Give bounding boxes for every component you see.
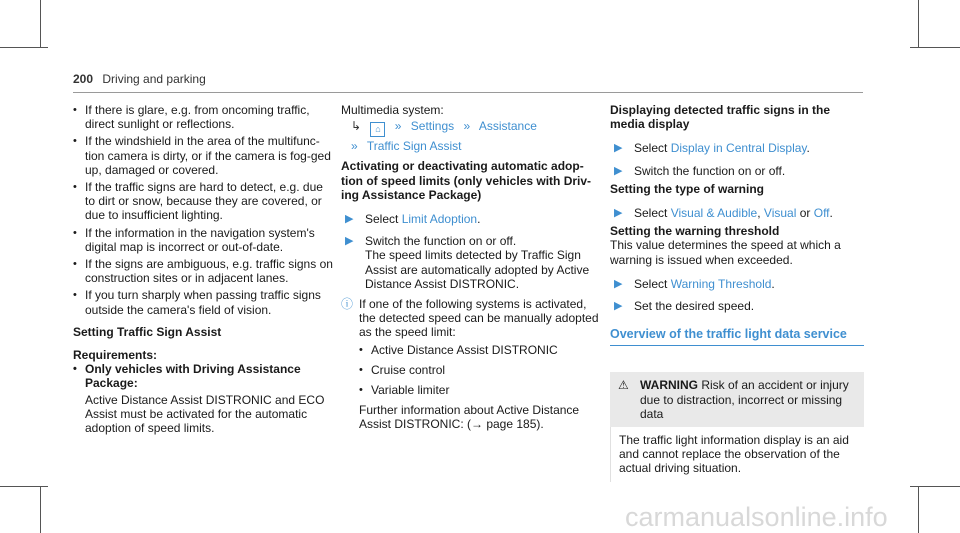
section-title: Driving and parking — [102, 72, 206, 86]
bullet-icon: • — [73, 135, 77, 148]
display-central-link: Display in Central Display — [670, 141, 807, 156]
info-note: ⓘ If one of the following systems is activated, the detected speed can be manually adopted as the speed limit: — [341, 297, 599, 340]
bullet-icon: • — [359, 384, 363, 397]
section-heading: Activating or deactivating automatic adop-tion of speed limits (only vehicles with Driv-ing Assistance Package) — [341, 159, 592, 202]
column-left — [73, 103, 335, 435]
list-item: • If the signs are ambiguous, e.g. traffic signs on construction sites or in adjacent lanes. — [73, 257, 333, 286]
list-item: • Active Distance Assist DISTRONIC — [359, 342, 558, 357]
limit-adoption-link: Limit Adoption — [401, 212, 478, 227]
step-arrow-icon: ▶ — [614, 207, 623, 220]
return-arrow-icon: ↳ — [351, 119, 362, 134]
bullet-icon: • — [73, 181, 77, 194]
watermark: carmanualsonline.info — [625, 502, 888, 532]
step: ▶ Set the desired speed. — [610, 299, 864, 313]
path-assistance: Assistance — [478, 119, 537, 134]
menu-path — [351, 119, 601, 137]
step-arrow-icon: ▶ — [345, 213, 354, 226]
bullet-icon: • — [73, 289, 77, 302]
step-arrow-icon: ▶ — [614, 300, 623, 313]
step-arrow-icon: ▶ — [614, 277, 623, 290]
step-arrow-icon: ▶ — [614, 164, 623, 177]
page-number: 200 — [73, 72, 94, 86]
section-heading: Setting Traffic Sign Assist — [73, 324, 222, 339]
list-item: • If you turn sharply when passing traffic signs outside the camera's field of vision. — [73, 288, 321, 317]
off-link: Off — [813, 206, 830, 221]
step: ▶ Switch the function on or off. The speed limits detected by Traffic Sign Assist are automatically adopted by Active Distance Assist DISTRONIC. — [341, 234, 601, 291]
threshold-text: This value determines the speed at which a warning is issued when exceeded. — [610, 238, 841, 267]
warning-triangle-icon: ⚠ — [618, 378, 629, 393]
bullet-icon: • — [359, 343, 363, 356]
info-icon: ⓘ — [341, 297, 354, 312]
visual-audible-link: Visual & Audible — [670, 206, 758, 221]
header-divider — [73, 92, 863, 93]
chevron-icon: » — [351, 139, 358, 154]
section-heading: Displaying detected traffic signs in the media display — [610, 103, 831, 132]
list-item: • If the information in the navigation system's digital map is incorrect or out-of-date. — [73, 225, 315, 254]
section-heading: Setting the warning threshold — [610, 224, 780, 239]
warning-box — [610, 372, 864, 481]
chevron-icon: » — [394, 119, 402, 134]
page-header — [73, 72, 206, 86]
warning-threshold-link: Warning Threshold — [670, 276, 772, 291]
warning-body: The traffic light information display is an aid and cannot replace the observation of the actual driving situation. — [610, 427, 864, 482]
path-traffic-sign-assist: Traffic Sign Assist — [366, 139, 462, 154]
path-settings: Settings — [410, 119, 455, 134]
bullet-icon: • — [73, 363, 77, 376]
overview-heading: Overview of the traffic light data service — [610, 327, 864, 346]
step-arrow-icon: ▶ — [345, 235, 354, 248]
step: ▶ Select Visual & Audible, Visual or Off. — [610, 206, 864, 220]
requirements-label: Requirements: — [73, 348, 158, 363]
section-heading: Setting the type of warning — [610, 181, 765, 196]
menu-path-2 — [351, 139, 601, 153]
column-middle — [341, 103, 601, 432]
home-icon: ⌂ — [370, 122, 385, 137]
chevron-icon: » — [463, 119, 471, 134]
multimedia-label: Multimedia system: — [341, 103, 444, 117]
step: ▶ Select Limit Adoption. — [341, 212, 601, 226]
step: ▶ Select Warning Threshold. — [610, 277, 864, 291]
bullet-icon: • — [359, 363, 363, 376]
warning-header: ⚠ WARNING Risk of an accident or injury due to distraction, incorrect or missing data — [610, 372, 864, 427]
list-item: • Cruise control — [359, 362, 446, 377]
step-arrow-icon: ▶ — [614, 142, 623, 155]
bullet-icon: • — [73, 104, 77, 116]
column-right — [610, 103, 864, 482]
visual-link: Visual — [763, 206, 797, 221]
list-item: • If the windshield in the area of the multifunc-tion camera is dirty, or if the camera is fog-ged up, damaged or covered. — [73, 134, 331, 177]
list-item: • Only vehicles with Driving Assistance Package: — [73, 362, 301, 391]
bullet-icon: • — [73, 258, 77, 271]
step: ▶ Switch the function on or off. — [610, 164, 864, 178]
warning-label: WARNING — [640, 378, 698, 393]
list-item: • If there is glare, e.g. from oncoming traffic, direct sunlight or reflections. — [73, 103, 310, 132]
list-item: • If the traffic signs are hard to detect, e.g. due to dirt or snow, because they are covered, or due to insufficient lighting. — [73, 180, 323, 223]
requirement-text: Active Distance Assist DISTRONIC and ECO Assist must be activated for the automatic adoption of speed limits. — [85, 392, 325, 436]
step: ▶ Select Display in Central Display. — [610, 141, 864, 155]
list-item: • Variable limiter — [359, 383, 450, 398]
further-info: Further information about Active Distance Assist DISTRONIC: (→ page 185). — [359, 403, 580, 432]
bullet-icon: • — [73, 226, 77, 239]
